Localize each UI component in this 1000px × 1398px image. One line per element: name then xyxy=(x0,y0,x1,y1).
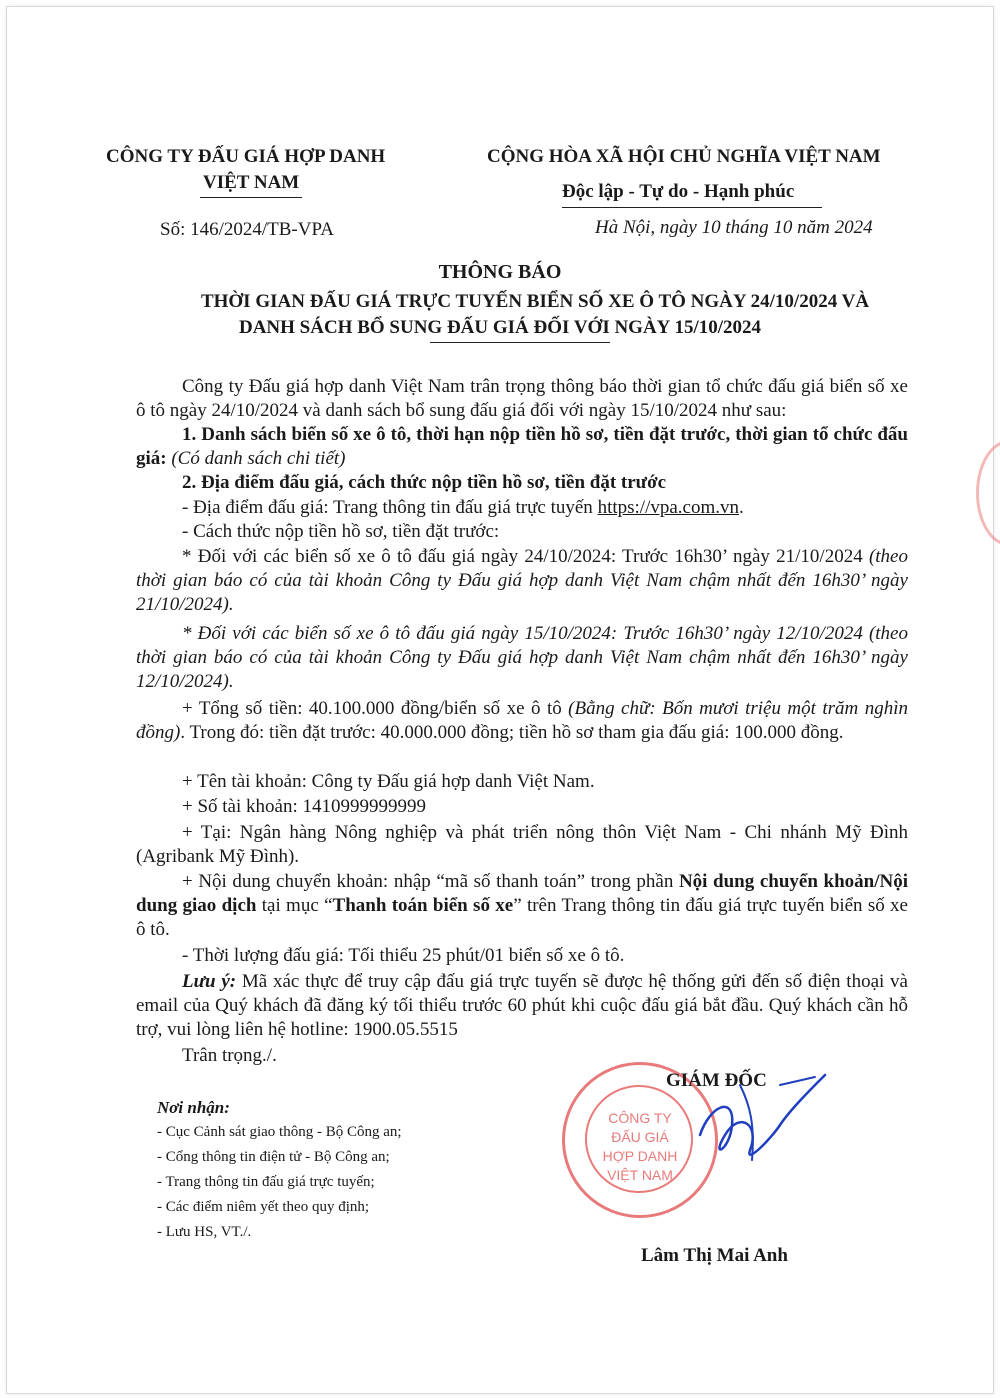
deadline-item-1 xyxy=(136,545,908,617)
org-underline xyxy=(200,197,302,198)
total-amount-breakdown: . Trong đó: tiền đặt trước: 40.000.000 đồng; tiền hồ sơ tham gia đấu giá: 100.000 đồng. xyxy=(180,722,844,743)
recipient-item: - Trang thông tin đấu giá trực tuyến; xyxy=(157,1174,375,1190)
recipient-item: - Cục Cảnh sát giao thông - Bộ Công an; xyxy=(157,1124,402,1140)
account-name: + Tên tài khoản: Công ty Đấu giá hợp danh Việt Nam. xyxy=(182,771,595,792)
section-2-heading: 2. Địa điểm đấu giá, cách thức nộp tiền hồ sơ, tiền đặt trước xyxy=(182,472,667,493)
auction-location xyxy=(136,496,908,520)
location-text: - Địa điểm đấu giá: Trang thông tin đấu giá trực tuyến xyxy=(182,497,598,518)
total-amount-text: + Tổng số tiền: 40.100.000 đồng/biển số xe ô tô xyxy=(182,698,569,719)
signer-title: GIÁM ĐỐC xyxy=(666,1070,767,1091)
total-amount-words: (Bằng chữ: Bốn mươi triệu một trăm nghìn đồng) xyxy=(136,698,908,743)
section-1 xyxy=(136,423,908,471)
handwritten-signature xyxy=(640,1065,840,1195)
note-text: Mã xác thực để truy cập đấu giá trực tuyến sẽ được hệ thống gửi đến số điện thoại và email của Quý khách đã đăng ký tối thiểu trước 60 phút khi cuộc đấu giá bắt đầu. Quý khách cần hỗ trợ, vui lòng liên hệ hotline: 1900.05.5515 xyxy=(136,971,908,1040)
auction-duration: - Thời lượng đấu giá: Tối thiểu 25 phút/01 biển số xe ô tô. xyxy=(182,945,625,966)
document-subtitle-line2: DANH SÁCH BỔ SUNG ĐẤU GIÁ ĐỐI VỚI NGÀY 15/10/2024 xyxy=(238,317,762,338)
recipients-label: Nơi nhận: xyxy=(157,1098,230,1117)
seal-text-3: HỢP DANH xyxy=(602,1148,678,1164)
seal-text-4: VIỆT NAM xyxy=(607,1167,673,1183)
recipient-item: - Các điểm niêm yết theo quy định; xyxy=(157,1199,370,1215)
payment-method: - Cách thức nộp tiền hồ sơ, tiền đặt trước: xyxy=(182,521,500,542)
recipients-list xyxy=(157,1120,402,1245)
bank-info: + Tại: Ngân hàng Nông nghiệp và phát triển nông thôn Việt Nam - Chi nhánh Mỹ Đình (Agribank Mỹ Đình). xyxy=(136,822,908,867)
note-label: Lưu ý: xyxy=(182,971,237,992)
seal-text-1: CÔNG TY xyxy=(608,1110,672,1126)
intro-paragraph: Công ty Đấu giá hợp danh Việt Nam trân trọng thông báo thời gian tổ chức đấu giá biển số xe ô tô ngày 24/10/2024 và danh sách bổ sung đấu giá đối với ngày 15/10/2024 như sau: xyxy=(136,376,908,421)
nation-title: CỘNG HÒA XÃ HỘI CHỦ NGHĨA VIỆT NAM xyxy=(487,146,881,167)
transfer-section-name: Thanh toán biển số xe xyxy=(332,895,514,916)
national-motto: Độc lập - Tự do - Hạnh phúc xyxy=(562,181,795,202)
place-date: Hà Nội, ngày 10 tháng 10 năm 2024 xyxy=(595,217,873,238)
signer-name: Lâm Thị Mai Anh xyxy=(641,1245,788,1266)
vpa-website-link[interactable]: https://vpa.com.vn xyxy=(597,497,739,518)
doc-number: Số: 146/2024/TB-VPA xyxy=(160,219,335,240)
motto-underline xyxy=(562,207,822,208)
deadline-item-2: * Đối với các biển số xe ô tô đấu giá ngày 15/10/2024: Trước 16h30’ ngày 12/10/2024 (theo thời gian báo có của tài khoản Công ty Đấu giá hợp danh Việt Nam chậm nhất đến 16h30’ ngày 12/10/2024). xyxy=(136,623,908,692)
recipient-item: - Cổng thông tin điện tử - Bộ Công an; xyxy=(157,1149,390,1165)
seal-text-2: ĐẤU GIÁ xyxy=(611,1129,669,1145)
deadline-item-1-note: (theo thời gian báo có của tài khoản Công ty Đấu giá hợp danh Việt Nam chậm nhất đến 16h30’ ngày 21/10/2024). xyxy=(136,546,908,615)
title-underline xyxy=(430,342,610,343)
transfer-text-1: + Nội dung chuyển khoản: nhập “mã số thanh toán” trong phần xyxy=(182,871,679,892)
transfer-text-2: tại mục “ xyxy=(256,895,333,916)
account-number: + Số tài khoản: 1410999999999 xyxy=(182,796,426,817)
total-amount xyxy=(136,697,908,745)
closing: Trân trọng./. xyxy=(182,1045,277,1066)
note-paragraph xyxy=(136,970,908,1042)
section-1-note: (Có danh sách chi tiết) xyxy=(171,448,346,469)
transfer-field-name: Nội dung chuyển khoản/Nội dung giao dịch xyxy=(136,871,909,916)
transfer-content xyxy=(136,870,908,942)
recipient-item: - Lưu HS, VT./. xyxy=(157,1224,252,1240)
deadline-item-1-text: * Đối với các biển số xe ô tô đấu giá ngày 24/10/2024: Trước 16h30’ ngày 21/10/2024 xyxy=(182,546,869,567)
location-suffix: . xyxy=(739,497,744,518)
org-name-line2: VIỆT NAM xyxy=(203,172,300,193)
document-subtitle-line1: THỜI GIAN ĐẤU GIÁ TRỰC TUYẾN BIỂN SỐ XE Ô TÔ NGÀY 24/10/2024 VÀ xyxy=(200,291,870,312)
transfer-text-3: ” trên Trang thông tin đấu giá trực tuyến biển số xe ô tô. xyxy=(136,895,908,940)
org-name-line1: CÔNG TY ĐẤU GIÁ HỢP DANH xyxy=(106,146,386,167)
section-1-heading: 1. Danh sách biển số xe ô tô, thời hạn nộp tiền hồ sơ, tiền đặt trước, thời gian tổ chức đấu giá: xyxy=(136,424,908,469)
document-title: THÔNG BÁO xyxy=(438,261,562,283)
